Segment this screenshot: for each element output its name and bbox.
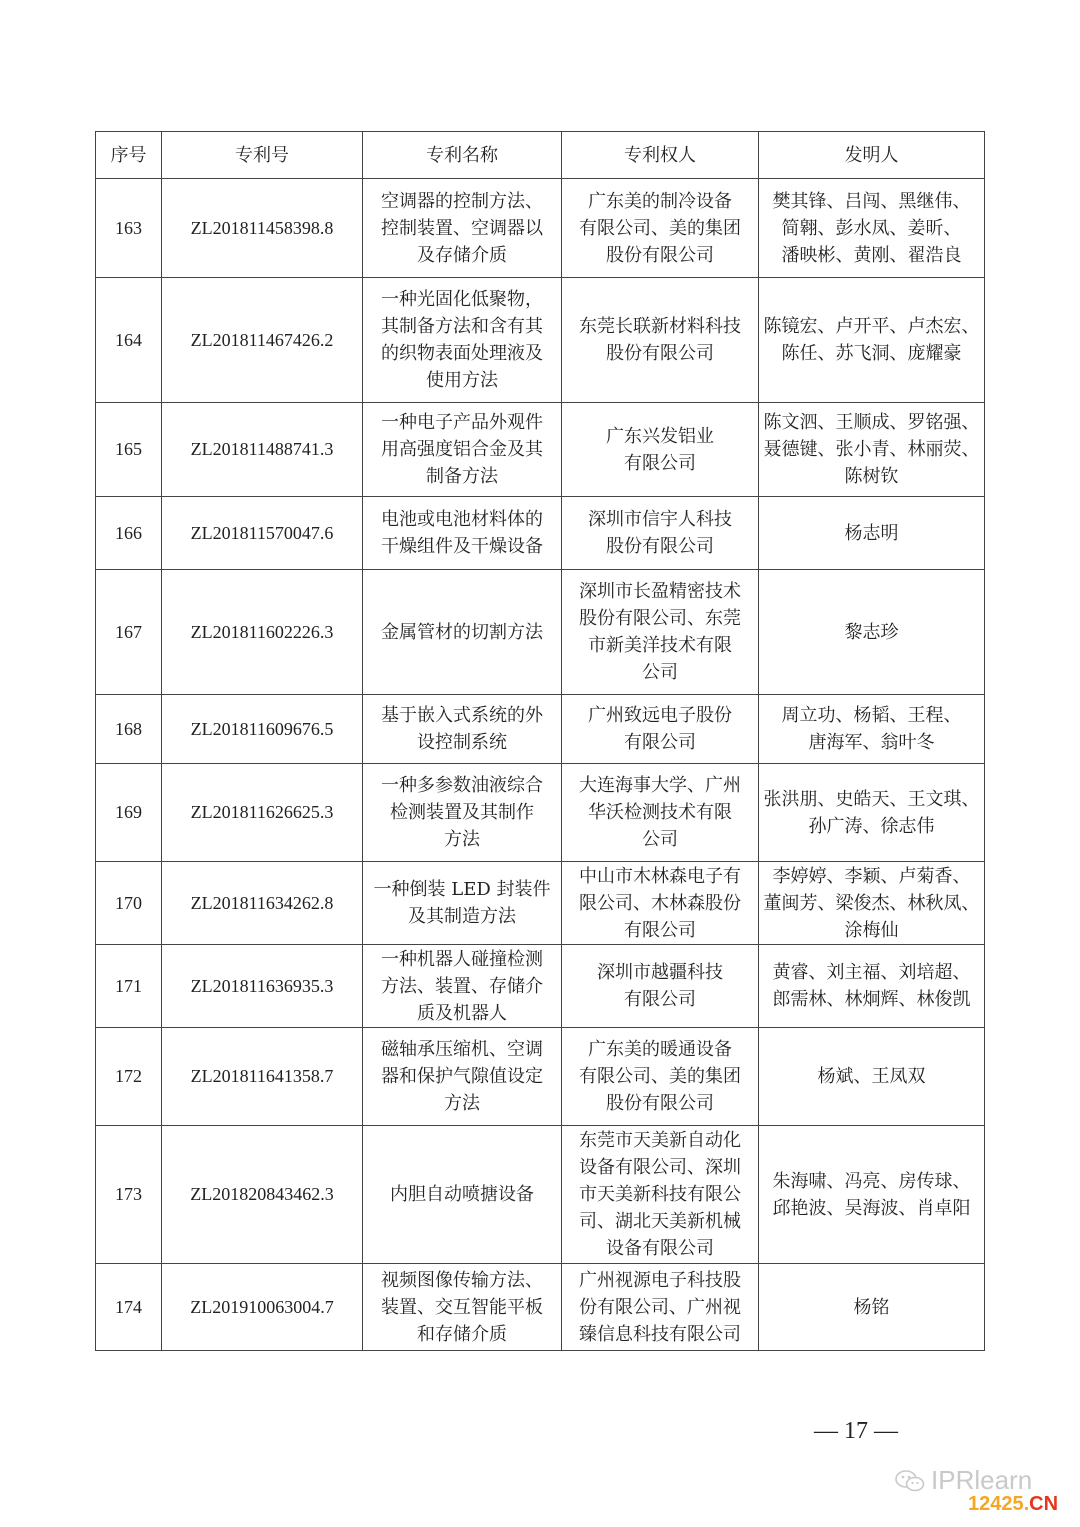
patent-number: ZL201811626625.3	[162, 764, 363, 862]
row-index: 169	[96, 764, 162, 862]
patent-name: 一种机器人碰撞检测 方法、装置、存储介 质及机器人	[363, 945, 562, 1028]
inventors: 李婷婷、李颖、卢菊香、 董闽芳、梁俊杰、林秋凤、 涂梅仙	[759, 862, 985, 945]
inventors: 朱海啸、冯亮、房传球、 邱艳波、吴海波、肖卓阳	[759, 1126, 985, 1264]
patentee: 深圳市越疆科技 有限公司	[562, 945, 759, 1028]
table-row	[96, 179, 985, 278]
row-index: 164	[96, 278, 162, 403]
table-row	[96, 1028, 985, 1126]
row-index: 173	[96, 1126, 162, 1264]
patent-number: ZL201811488741.3	[162, 403, 363, 497]
patent-number: ZL201811634262.8	[162, 862, 363, 945]
inventors: 黎志珍	[759, 570, 985, 695]
patent-table	[95, 131, 985, 1351]
patent-number: ZL201811467426.2	[162, 278, 363, 403]
patent-number: ZL201811602226.3	[162, 570, 363, 695]
patentee: 广东美的制冷设备 有限公司、美的集团 股份有限公司	[562, 179, 759, 278]
table-row	[96, 278, 985, 403]
patent-number: ZL201811609676.5	[162, 695, 363, 764]
row-index: 165	[96, 403, 162, 497]
row-index: 166	[96, 497, 162, 570]
col-header-patent-name: 专利名称	[363, 132, 562, 179]
col-header-patentee: 专利权人	[562, 132, 759, 179]
table-row	[96, 695, 985, 764]
inventors: 黄睿、刘主福、刘培超、 郎需林、林炯辉、林俊凯	[759, 945, 985, 1028]
patent-number: ZL201811641358.7	[162, 1028, 363, 1126]
row-index: 163	[96, 179, 162, 278]
table-row	[96, 497, 985, 570]
table-row	[96, 403, 985, 497]
patentee: 大连海事大学、广州 华沃检测技术有限 公司	[562, 764, 759, 862]
patent-name: 一种电子产品外观件 用高强度铝合金及其 制备方法	[363, 403, 562, 497]
patent-name: 电池或电池材料体的 干燥组件及干燥设备	[363, 497, 562, 570]
table-row	[96, 1264, 985, 1351]
patent-name: 一种光固化低聚物， 其制备方法和含有其 的织物表面处理液及 使用方法	[363, 278, 562, 403]
patent-name: 磁轴承压缩机、空调 器和保护气隙值设定 方法	[363, 1028, 562, 1126]
table-row	[96, 862, 985, 945]
patent-number: ZL201910063004.7	[162, 1264, 363, 1351]
row-index: 172	[96, 1028, 162, 1126]
patent-number: ZL201820843462.3	[162, 1126, 363, 1264]
patent-name: 一种倒装 LED 封装件 及其制造方法	[363, 862, 562, 945]
inventors: 杨铭	[759, 1264, 985, 1351]
col-header-patent-number: 专利号	[162, 132, 363, 179]
patentee: 深圳市长盈精密技术 股份有限公司、东莞 市新美洋技术有限 公司	[562, 570, 759, 695]
table-row	[96, 945, 985, 1028]
patent-number: ZL201811458398.8	[162, 179, 363, 278]
patentee: 中山市木林森电子有 限公司、木林森股份 有限公司	[562, 862, 759, 945]
inventors: 陈文泗、王顺成、罗铭强、 聂德键、张小青、林丽荧、 陈树钦	[759, 403, 985, 497]
col-header-inventor: 发明人	[759, 132, 985, 179]
table-header-row	[96, 132, 985, 179]
site-logo	[968, 1493, 1058, 1516]
patent-number: ZL201811570047.6	[162, 497, 363, 570]
site-logo-suffix: CN	[1029, 1493, 1059, 1515]
patent-name: 内胆自动喷搪设备	[363, 1126, 562, 1264]
watermark	[895, 1465, 1032, 1496]
table-row	[96, 570, 985, 695]
patent-name: 空调器的控制方法、 控制装置、空调器以 及存储介质	[363, 179, 562, 278]
patentee: 深圳市信宇人科技 股份有限公司	[562, 497, 759, 570]
patent-name: 基于嵌入式系统的外 设控制系统	[363, 695, 562, 764]
inventors: 陈镜宏、卢开平、卢杰宏、 陈任、苏飞洞、庞耀豪	[759, 278, 985, 403]
row-index: 167	[96, 570, 162, 695]
site-logo-main: 12425.	[968, 1493, 1030, 1515]
inventors: 樊其锋、吕闯、黑继伟、 简翱、彭水凤、姜昕、 潘映彬、黄刚、翟浩良	[759, 179, 985, 278]
row-index: 171	[96, 945, 162, 1028]
table-row	[96, 1126, 985, 1264]
inventors: 周立功、杨韬、王程、 唐海军、翁叶冬	[759, 695, 985, 764]
patentee: 广州致远电子股份 有限公司	[562, 695, 759, 764]
patent-name: 视频图像传输方法、 装置、交互智能平板 和存储介质	[363, 1264, 562, 1351]
patentee: 东莞长联新材料科技 股份有限公司	[562, 278, 759, 403]
patentee: 东莞市天美新自动化 设备有限公司、深圳 市天美新科技有限公 司、湖北天美新机械 设备有限公司	[562, 1126, 759, 1264]
wechat-icon	[895, 1469, 925, 1493]
row-index: 168	[96, 695, 162, 764]
patent-name: 金属管材的切割方法	[363, 570, 562, 695]
row-index: 170	[96, 862, 162, 945]
inventors: 张洪朋、史皓天、王文琪、 孙广涛、徐志伟	[759, 764, 985, 862]
patent-number: ZL201811636935.3	[162, 945, 363, 1028]
row-index: 174	[96, 1264, 162, 1351]
page-number: — 17 —	[814, 1418, 898, 1444]
patentee: 广东美的暖通设备 有限公司、美的集团 股份有限公司	[562, 1028, 759, 1126]
patentee: 广东兴发铝业 有限公司	[562, 403, 759, 497]
table-row	[96, 764, 985, 862]
watermark-text: IPRlearn	[931, 1465, 1033, 1495]
patentee: 广州视源电子科技股 份有限公司、广州视 臻信息科技有限公司	[562, 1264, 759, 1351]
inventors: 杨斌、王凤双	[759, 1028, 985, 1126]
inventors: 杨志明	[759, 497, 985, 570]
col-header-index: 序号	[96, 132, 162, 179]
patent-name: 一种多参数油液综合 检测装置及其制作 方法	[363, 764, 562, 862]
